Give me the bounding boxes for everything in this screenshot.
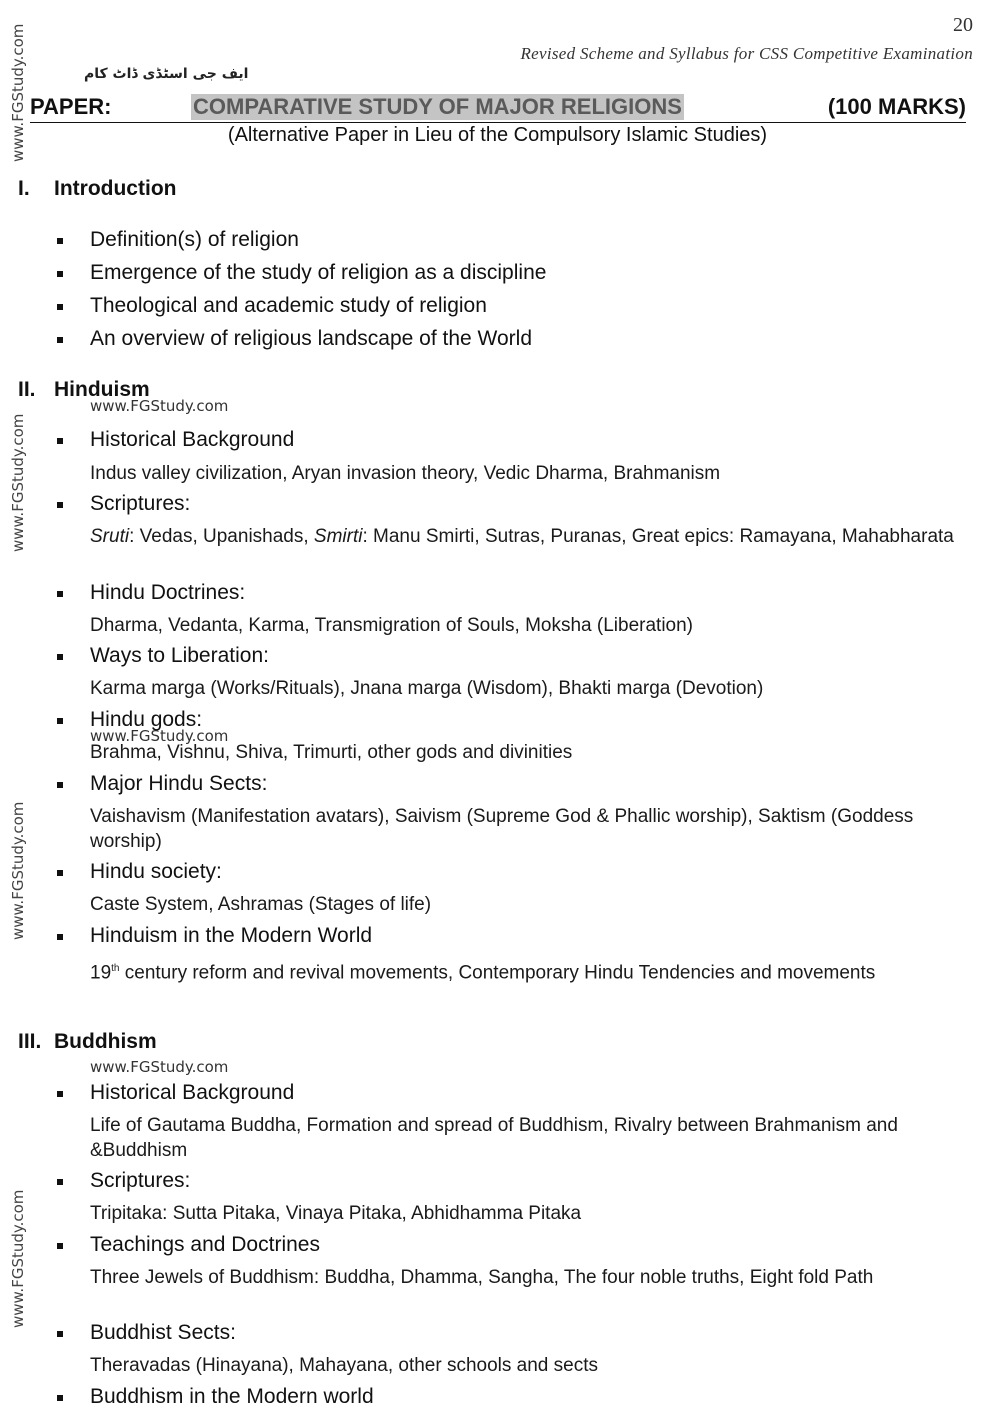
bullet-square-icon — [57, 1179, 63, 1185]
list-item-detail — [90, 956, 980, 985]
urdu-watermark: ایف جی اسٹڈی ڈاٹ کام — [84, 66, 249, 82]
list-item-label: Historical Background — [90, 1081, 295, 1104]
paper-heading — [30, 94, 966, 123]
paper-marks: (100 MARKS) — [827, 94, 966, 119]
list-item-label: Buddhism in the Modern world — [90, 1385, 374, 1408]
section-number: I. — [18, 177, 30, 200]
superscript: th — [111, 963, 120, 974]
list-item-detail: Life of Gautama Buddha, Formation and spread of Buddhism, Rivalry between Brahmanism and &Buddhism — [90, 1115, 898, 1161]
section-number: III. — [18, 1030, 42, 1053]
list-item-label: Ways to Liberation: — [90, 644, 269, 667]
list-item-detail: Vaishavism (Manifestation avatars), Saivism (Supreme God & Phallic worship), Saktism (Goddess worship) — [90, 806, 914, 852]
bullet-square-icon — [57, 238, 63, 244]
list-item-detail — [90, 524, 980, 549]
paper-label: PAPER: — [30, 94, 112, 119]
term-smirti: Smirti — [313, 526, 363, 547]
list-item-detail: Caste System, Ashramas (Stages of life) — [90, 894, 432, 915]
bullet-square-icon — [57, 337, 63, 343]
list-item-label: Teachings and Doctrines — [90, 1233, 320, 1256]
list-item-detail: Three Jewels of Buddhism: Buddha, Dhamma, Sangha, The four noble truths, Eight fold Path — [90, 1267, 874, 1288]
bullet-square-icon — [57, 271, 63, 277]
section-title: Hinduism — [54, 378, 150, 401]
bullet-square-icon — [57, 1395, 63, 1401]
page-number: 20 — [953, 14, 973, 36]
list-item-label: Hindu Doctrines: — [90, 581, 246, 604]
running-head: Revised Scheme and Syllabus for CSS Competitive Examination — [520, 44, 973, 63]
list-item-label: Hindu gods: — [90, 708, 203, 731]
inline-watermark: www.FGStudy.com — [90, 397, 229, 415]
list-item-detail: Tripitaka: Sutta Pitaka, Vinaya Pitaka, Abhidhamma Pitaka — [90, 1203, 582, 1224]
list-item-label: Hindu society: — [90, 860, 222, 883]
detail-text: 19 — [90, 962, 112, 984]
term-sruti: Sruti — [90, 526, 130, 547]
bullet-square-icon — [57, 1331, 63, 1337]
section-heading-introduction — [18, 177, 176, 201]
bullet-square-icon — [57, 934, 63, 940]
bullet-square-icon — [57, 718, 63, 724]
vertical-watermark: www.FGStudy.com — [9, 1189, 27, 1328]
inline-watermark: www.FGStudy.com — [90, 727, 229, 745]
list-item-label: Scriptures: — [90, 492, 191, 515]
list-item-detail: Brahma, Vishnu, Shiva, Trimurti, other gods and divinities — [90, 742, 573, 763]
bullet-square-icon — [57, 870, 63, 876]
list-item-label: Buddhist Sects: — [90, 1321, 236, 1344]
list-item-label: Theological and academic study of religion — [90, 294, 487, 317]
bullet-square-icon — [57, 438, 63, 444]
inline-watermark: www.FGStudy.com — [90, 1058, 229, 1076]
bullet-square-icon — [57, 304, 63, 310]
bullet-square-icon — [57, 782, 63, 788]
bullet-square-icon — [57, 1091, 63, 1097]
vertical-watermark: www.FGStudy.com — [9, 413, 27, 552]
section-heading-buddhism — [18, 1030, 157, 1054]
list-item-detail: Indus valley civilization, Aryan invasion theory, Vedic Dharma, Brahmanism — [90, 463, 721, 484]
list-item-label: Emergence of the study of religion as a discipline — [90, 261, 547, 284]
paper-subtitle: (Alternative Paper in Lieu of the Compulsory Islamic Studies) — [227, 124, 768, 146]
list-item-label: Scriptures: — [90, 1169, 191, 1192]
bullet-square-icon — [57, 591, 63, 597]
list-item-detail: Karma marga (Works/Rituals), Jnana marga (Wisdom), Bhakti marga (Devotion) — [90, 678, 764, 699]
section-title: Buddhism — [54, 1030, 157, 1053]
list-item-detail: Theravadas (Hinayana), Mahayana, other schools and sects — [90, 1355, 598, 1376]
vertical-watermark: www.FGStudy.com — [9, 23, 27, 162]
detail-text: : Vedas, Upanishads, — [129, 526, 314, 547]
bullet-square-icon — [57, 654, 63, 660]
section-heading-hinduism — [18, 378, 150, 402]
bullet-square-icon — [57, 502, 63, 508]
section-number: II. — [18, 378, 36, 401]
detail-text: : Manu Smirti, Sutras, Puranas, Great epics: Ramayana, Mahabharata — [362, 526, 954, 547]
list-item-label: Definition(s) of religion — [90, 228, 299, 251]
bullet-square-icon — [57, 1243, 63, 1249]
list-item-label: An overview of religious landscape of the World — [90, 327, 533, 350]
paper-title: COMPARATIVE STUDY OF MAJOR RELIGIONS — [193, 94, 682, 119]
section-title: Introduction — [54, 177, 177, 200]
list-item-label: Major Hindu Sects: — [90, 772, 268, 795]
detail-text: century reform and revival movements, Contemporary Hindu Tendencies and movements — [119, 962, 876, 984]
list-item-label: Historical Background — [90, 428, 295, 451]
list-item-detail: Dharma, Vedanta, Karma, Transmigration of Souls, Moksha (Liberation) — [90, 615, 694, 636]
vertical-watermark: www.FGStudy.com — [9, 801, 27, 940]
list-item-label: Hinduism in the Modern World — [90, 924, 373, 947]
